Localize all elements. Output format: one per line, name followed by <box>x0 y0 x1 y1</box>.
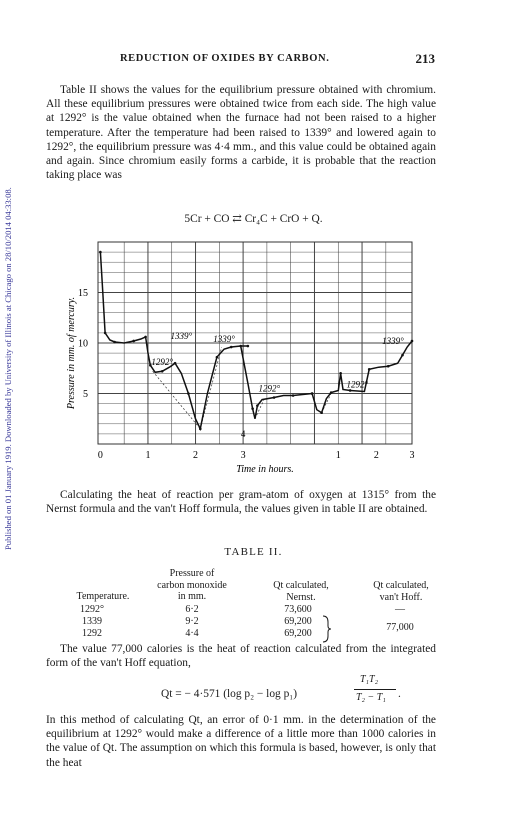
annotation-label: 1339° <box>382 336 404 347</box>
running-head: REDUCTION OF OXIDES BY CARBON. <box>120 53 330 64</box>
data-point <box>161 370 164 373</box>
equation-numerator: T₁T₂ <box>360 674 379 685</box>
table-cell-combined: 77,000 <box>386 622 414 633</box>
data-point <box>247 345 250 348</box>
annotation-label: 1292° <box>151 357 174 368</box>
table-caption: TABLE II. <box>224 546 283 558</box>
table-cell: 69,200 <box>284 616 312 627</box>
chart-canvas <box>60 236 420 476</box>
data-point <box>401 354 404 357</box>
data-point <box>230 346 233 349</box>
x-tick-label: 3 <box>409 450 415 461</box>
fraction-bar <box>354 689 396 690</box>
header-pressure-line-3: in mm. <box>177 591 207 602</box>
x-tick-label: 0 <box>97 450 103 461</box>
header-nernst-line-1: Qt calculated, <box>273 580 329 591</box>
y-tick-label: 10 <box>78 338 88 350</box>
series-line <box>241 346 312 419</box>
table-cell: 1339 <box>82 616 102 627</box>
data-point <box>256 404 259 407</box>
data-point <box>320 411 323 414</box>
header-vanthoff-line-1: Qt calculated, <box>373 580 429 591</box>
y-tick-label: 5 <box>83 389 88 400</box>
data-point <box>311 392 314 395</box>
header-vanthoff-line-2: van't Hoff. <box>379 591 423 603</box>
paragraph-4: In this method of calculating Qt, an error of 0·1 mm. in the determination of the equilibrium at 1292° would make a difference of a little more than 1000 calories in the value of Qt. The assumption on which this formula is based, however, is only that the heat <box>46 714 436 769</box>
table-cell: 1292 <box>82 628 102 639</box>
data-point <box>174 362 177 365</box>
annotation-label: 1339° <box>213 333 235 344</box>
data-point <box>104 332 107 335</box>
header-pressure-line-2: carbon monoxide <box>157 579 227 591</box>
data-point <box>216 356 219 359</box>
data-point <box>292 394 295 397</box>
table-cell: 73,600 <box>284 604 312 615</box>
header-nernst-line-2: Nernst. <box>286 591 316 603</box>
y-axis-label: Pressure in mm. of mercury. <box>66 296 77 410</box>
x-axis-label: Time in hours. <box>236 464 294 475</box>
table-cell: 4·4 <box>185 628 199 639</box>
data-point <box>411 340 414 343</box>
data-point <box>132 340 135 343</box>
header-pressure-line-1: Pressure of <box>169 568 215 579</box>
table-cell: — <box>395 604 405 615</box>
page-header <box>120 53 435 69</box>
annotation-label: 1292° <box>258 383 281 394</box>
x-tick-label: 1 <box>335 450 341 461</box>
pressure-time-chart <box>60 236 420 476</box>
data-point <box>339 372 342 375</box>
paragraph-1: Table II shows the values for the equilibrium pressure obtained with chromium. All these equilibrium pressures were obtained twice from each side. The high value at 1292° is the value obtained when the furnace had not been raised to a higher temperature. After the temperature had been raised to 1339° and lowered again to 1292°, the equilibrium pressure was 4·4 mm., and this value could be obtained again and again. Since chromium easily forms a carbide, it is probable that the reaction taking place was <box>46 84 436 182</box>
table-cell: 69,200 <box>284 628 312 639</box>
data-point <box>273 396 276 399</box>
data-point <box>349 389 352 392</box>
brace-icon <box>322 615 332 643</box>
table-cell: 6·2 <box>185 604 199 615</box>
data-point <box>187 392 190 395</box>
download-note: Published on 01 January 1919. Downloaded by University of Illinois at Chicago on 28/10/2014 04:33:08. <box>3 187 13 550</box>
data-point <box>144 336 147 339</box>
header-vanthoff <box>355 580 447 603</box>
x-tick-label: 2 <box>373 450 379 461</box>
data-point <box>239 345 242 348</box>
data-point <box>251 407 254 410</box>
paragraph-3: The value 77,000 calories is the heat of reaction calculated from the integrated form of the van't Hoff equation, <box>46 643 436 670</box>
table-cell: 1292° <box>80 604 104 615</box>
data-point <box>199 428 202 431</box>
x-tick-label: 2 <box>193 450 199 461</box>
header-nernst <box>255 580 347 603</box>
annotation-label: 1339° <box>170 330 193 341</box>
equation-end: . <box>398 688 401 700</box>
annotation-label: 1292° <box>346 379 369 390</box>
page-number: 213 <box>415 51 435 66</box>
equation-denominator: T₂ − T₁ <box>356 692 386 703</box>
data-point <box>387 365 390 368</box>
header-temperature: Temperature. <box>76 591 130 602</box>
data-point <box>99 251 102 254</box>
table-cell: 9·2 <box>185 616 199 627</box>
y-tick-label: 15 <box>78 288 88 299</box>
data-point <box>113 341 116 344</box>
guide-line <box>153 371 201 429</box>
equation-lhs: Qt = − 4·571 (log p₂ − log p₁) <box>161 688 298 700</box>
data-point <box>368 368 371 371</box>
header-pressure <box>138 568 246 603</box>
data-point <box>330 391 333 394</box>
x-tick-label: 1 <box>145 450 151 461</box>
reaction-formula: 5Cr + CO ⇄ Cr₄C + CrO + Q. <box>184 213 323 225</box>
x-marker-label: 4 <box>240 428 246 439</box>
paragraph-2: Calculating the heat of reaction per gram-atom of oxygen at 1315° from the Nernst formula and the van't Hoff formula, the values given in table II are obtained. <box>46 489 436 516</box>
x-tick-label: 3 <box>240 450 246 461</box>
